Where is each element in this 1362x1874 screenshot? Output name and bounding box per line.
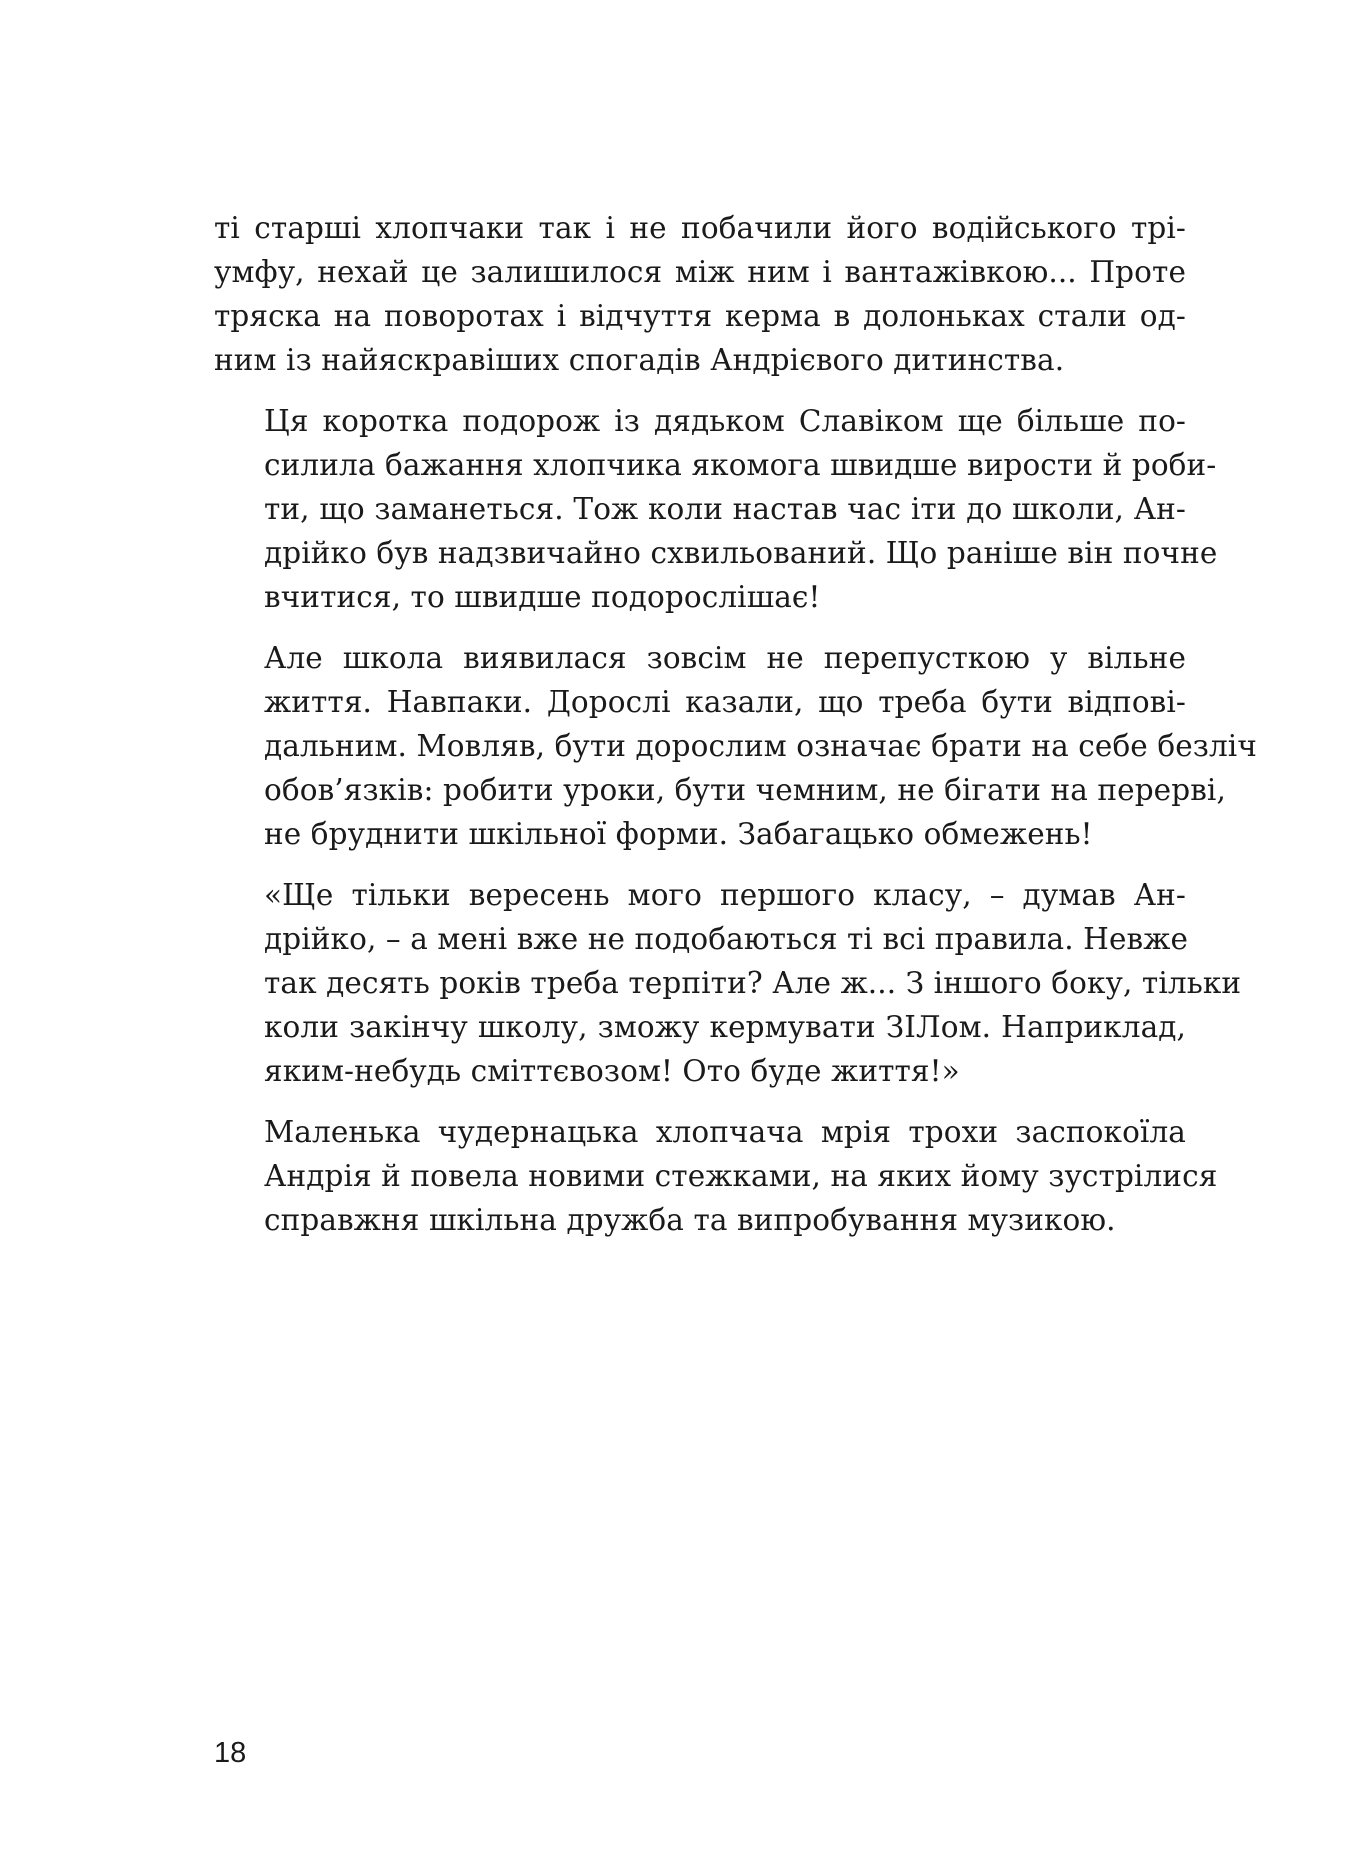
paragraph	[214, 399, 1218, 619]
paragraph	[214, 636, 1257, 856]
paragraph	[214, 873, 1242, 1093]
body-text	[214, 206, 1257, 1259]
text-line: вчитися, то швидше подорослішає!	[264, 580, 821, 614]
text-line: Ця коротка подорож із дядьком Славіком ще більше по-	[264, 404, 1186, 438]
text-line: справжня шкільна дружба та випробування музикою.	[264, 1203, 1116, 1237]
text-line: так десять років треба терпіти? Але ж... З іншого боку, тільки	[264, 966, 1242, 1000]
text-line: життя. Навпаки. Дорослі казали, що треба бути відпові-	[264, 685, 1186, 719]
text-line: Маленька чудернацька хлопчача мрія трохи заспокоїла	[264, 1115, 1186, 1149]
text-line: ті старші хлопчаки так і не побачили його водійського трі-	[214, 211, 1186, 245]
text-line: дрійко, – а мені вже не подобаються ті всі правила. Невже	[264, 922, 1189, 956]
text-line: дрійко був надзвичайно схвильований. Що раніше він почне	[264, 536, 1218, 570]
text-line: тряска на поворотах і відчуття керма в долоньках стали од-	[214, 299, 1186, 333]
text-line: ним із найяскравіших спогадів Андрієвого дитинства.	[214, 343, 1065, 377]
text-line: яким-небудь сміттєвозом! Ото буде життя!»	[264, 1054, 960, 1088]
text-line: не бруднити шкільної форми. Забагацько обмежень!	[264, 817, 1093, 851]
text-line: Андрія й повела новими стежками, на яких йому зустрілися	[264, 1159, 1218, 1193]
paragraph	[214, 206, 1186, 382]
text-line: обов’язків: робити уроки, бути чемним, не бігати на перерві,	[264, 773, 1226, 807]
text-line: силила бажання хлопчика якомога швидше вирости й роби-	[264, 448, 1217, 482]
paragraph	[214, 1110, 1218, 1242]
text-line: дальним. Мовляв, бути дорослим означає брати на себе безліч	[264, 729, 1257, 763]
text-line: Але школа виявилася зовсім не перепусткою у вільне	[264, 641, 1186, 675]
text-line: умфу, нехай це залишилося між ним і вантажівкою... Проте	[214, 255, 1186, 289]
page-number: 18	[214, 1737, 247, 1769]
text-line: ти, що заманеться. Тож коли настав час іти до школи, Ан-	[264, 492, 1186, 526]
text-line: «Ще тільки вересень мого першого класу, – думав Ан-	[264, 878, 1186, 912]
text-line: коли закінчу школу, зможу кермувати ЗІЛом. Наприклад,	[264, 1010, 1186, 1044]
